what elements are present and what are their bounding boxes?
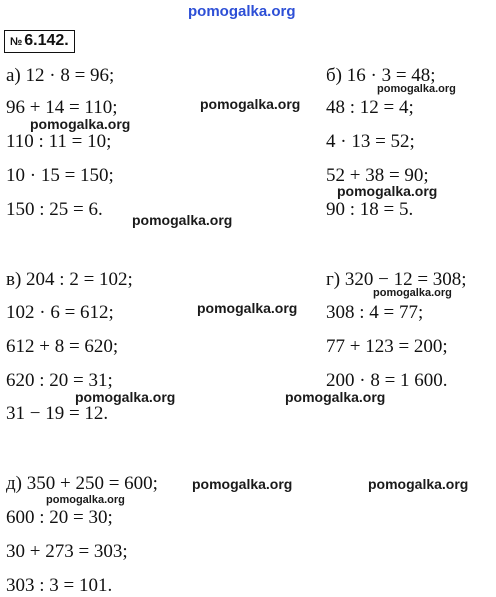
watermark: pomogalka.org bbox=[132, 212, 233, 228]
part-v-line-4: 620 : 20 = 31; bbox=[6, 370, 113, 391]
part-v-line-5: 31 − 19 = 12. bbox=[6, 403, 109, 424]
part-g-line-4: 200 · 8 = 1 600. bbox=[326, 370, 448, 391]
part-v-line-2: 102 · 6 = 612; bbox=[6, 302, 114, 323]
watermark: pomogalka.org bbox=[368, 476, 469, 492]
watermark: pomogalka.org bbox=[46, 494, 125, 506]
watermark: pomogalka.org bbox=[377, 83, 456, 95]
part-b-line-5: 90 : 18 = 5. bbox=[326, 199, 414, 220]
part-b-line-1: б) 16 · 3 = 48; bbox=[326, 65, 436, 86]
problem-number-badge bbox=[4, 30, 75, 53]
watermark: pomogalka.org bbox=[197, 300, 298, 316]
part-g-line-3: 77 + 123 = 200; bbox=[326, 336, 448, 357]
part-a-line-5: 150 : 25 = 6. bbox=[6, 199, 103, 220]
watermark-top: pomogalka.org bbox=[188, 3, 296, 20]
part-d-line-4: 303 : 3 = 101. bbox=[6, 575, 113, 596]
watermark: pomogalka.org bbox=[285, 389, 386, 405]
problem-number: 6.142. bbox=[24, 32, 69, 49]
part-d-line-2: 600 : 20 = 30; bbox=[6, 507, 113, 528]
watermark: pomogalka.org bbox=[373, 287, 452, 299]
watermark: pomogalka.org bbox=[30, 116, 131, 132]
watermark: pomogalka.org bbox=[192, 476, 293, 492]
watermark: pomogalka.org bbox=[337, 183, 438, 199]
part-a-line-4: 10 · 15 = 150; bbox=[6, 165, 114, 186]
part-a-line-2: 96 + 14 = 110; bbox=[6, 97, 118, 118]
part-g-line-1: г) 320 − 12 = 308; bbox=[326, 269, 467, 290]
part-d-line-3: 30 + 273 = 303; bbox=[6, 541, 128, 562]
part-g-line-2: 308 : 4 = 77; bbox=[326, 302, 424, 323]
part-a-line-3: 110 : 11 = 10; bbox=[6, 131, 112, 152]
number-sign: № bbox=[10, 36, 23, 48]
part-b-line-3: 4 · 13 = 52; bbox=[326, 131, 415, 152]
part-d-line-1: д) 350 + 250 = 600; bbox=[6, 473, 158, 494]
watermark: pomogalka.org bbox=[75, 389, 176, 405]
part-v-line-3: 612 + 8 = 620; bbox=[6, 336, 119, 357]
watermark: pomogalka.org bbox=[200, 96, 301, 112]
part-a-line-1: а) 12 · 8 = 96; bbox=[6, 65, 115, 86]
part-b-line-2: 48 : 12 = 4; bbox=[326, 97, 414, 118]
part-v-line-1: в) 204 : 2 = 102; bbox=[6, 269, 133, 290]
part-b-line-4: 52 + 38 = 90; bbox=[326, 165, 429, 186]
